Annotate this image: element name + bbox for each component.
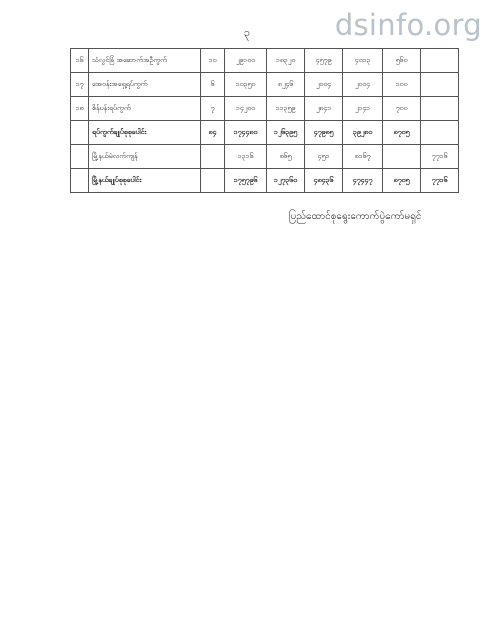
cell-value: ၁၂၇၃၆၀ xyxy=(267,169,305,193)
row-label: မြို့နယ်ချုပ်စုစုပေါင်း xyxy=(89,169,201,193)
row-number xyxy=(71,145,89,169)
cell-value: ၁၀၃၅၀ xyxy=(225,73,267,97)
row-number xyxy=(71,169,89,193)
row-number: ၁၈ xyxy=(71,97,89,121)
cell-value: ၆ xyxy=(201,73,225,97)
row-label: မြို့နယ်မဲလက်ကျန် xyxy=(89,145,201,169)
cell-value: ၁၀ xyxy=(201,49,225,73)
cell-value: ၄၀၁၃ xyxy=(343,49,383,73)
cell-value xyxy=(421,97,459,121)
cell-value: ၇ xyxy=(201,97,225,121)
cell-value: ၂၀၀၄ xyxy=(305,73,343,97)
signature: ပြည်ထောင်စုရွေးကောက်ပွဲကော်မရှင် xyxy=(289,211,422,222)
cell-value xyxy=(201,145,225,169)
page-number: ၃ xyxy=(243,26,251,39)
table-row xyxy=(71,145,459,169)
cell-value: ၈၆၅ xyxy=(267,145,305,169)
cell-value: ၁၂၆၃၉၅ xyxy=(267,121,305,145)
cell-value: ၄၇၄၄၇ xyxy=(343,169,383,193)
row-number xyxy=(71,121,89,145)
row-label: အေဝန်းအရှေ့ရပ်ကွက် xyxy=(89,73,201,97)
row-label: သံလွင်ခြံ အဆောက်အဦကွက် xyxy=(89,49,201,73)
cell-value: ၅၆၀ xyxy=(383,49,421,73)
cell-value xyxy=(383,145,421,169)
table-row xyxy=(71,121,459,145)
cell-value: ၈၇၀၅ xyxy=(383,121,421,145)
cell-value: ၂၉၁၀၀ xyxy=(225,49,267,73)
cell-value: ၁၇၅၇၉၆ xyxy=(225,169,267,193)
cell-value: ၄၅၁ xyxy=(305,145,343,169)
cell-value: ၂၈၄၁ xyxy=(305,97,343,121)
cell-value xyxy=(421,121,459,145)
cell-value: ၂၁၄၁ xyxy=(343,97,383,121)
cell-value: ၁၀၀ xyxy=(383,73,421,97)
results-table xyxy=(70,48,459,193)
cell-value: ၄၅၇၉ xyxy=(305,49,343,73)
cell-value xyxy=(421,49,459,73)
table-row xyxy=(71,97,459,121)
cell-value: ၇၇၁၆ xyxy=(421,169,459,193)
cell-value: ၇၀၀ xyxy=(383,97,421,121)
cell-value: ၈၁၆၇ xyxy=(343,145,383,169)
row-number: ၁၇ xyxy=(71,73,89,97)
table-body xyxy=(71,49,459,193)
row-label: ရပ်ကွက်ချုပ်စုစုပေါင်း xyxy=(89,121,201,145)
row-number: ၁၆ xyxy=(71,49,89,73)
cell-value: ၄၇၉၈၅ xyxy=(305,121,343,145)
cell-value: ၁၈၃၂၀ xyxy=(267,49,305,73)
cell-value xyxy=(201,169,225,193)
cell-value: ၂၀၀၄ xyxy=(343,73,383,97)
row-label: စိန်ပန်းရပ်ကွက် xyxy=(89,97,201,121)
cell-value: ၁၁၃၅၉ xyxy=(267,97,305,121)
table-row xyxy=(71,169,459,193)
table-row xyxy=(71,49,459,73)
cell-value: ၈၂၄၆ xyxy=(267,73,305,97)
watermark: dsinfo.org xyxy=(334,8,482,42)
cell-value: ၈၄ xyxy=(201,121,225,145)
cell-value: ၄၈၄၃၆ xyxy=(305,169,343,193)
table-row xyxy=(71,73,459,97)
cell-value: ၁၃၁၆ xyxy=(225,145,267,169)
cell-value: ၇၇၁၆ xyxy=(421,145,459,169)
cell-value: ၃၉၂၈၀ xyxy=(343,121,383,145)
cell-value: ၁၇၄၄၈၀ xyxy=(225,121,267,145)
cell-value xyxy=(421,73,459,97)
cell-value: ၈၇၀၅ xyxy=(383,169,421,193)
cell-value: ၁၄၂၀၀ xyxy=(225,97,267,121)
